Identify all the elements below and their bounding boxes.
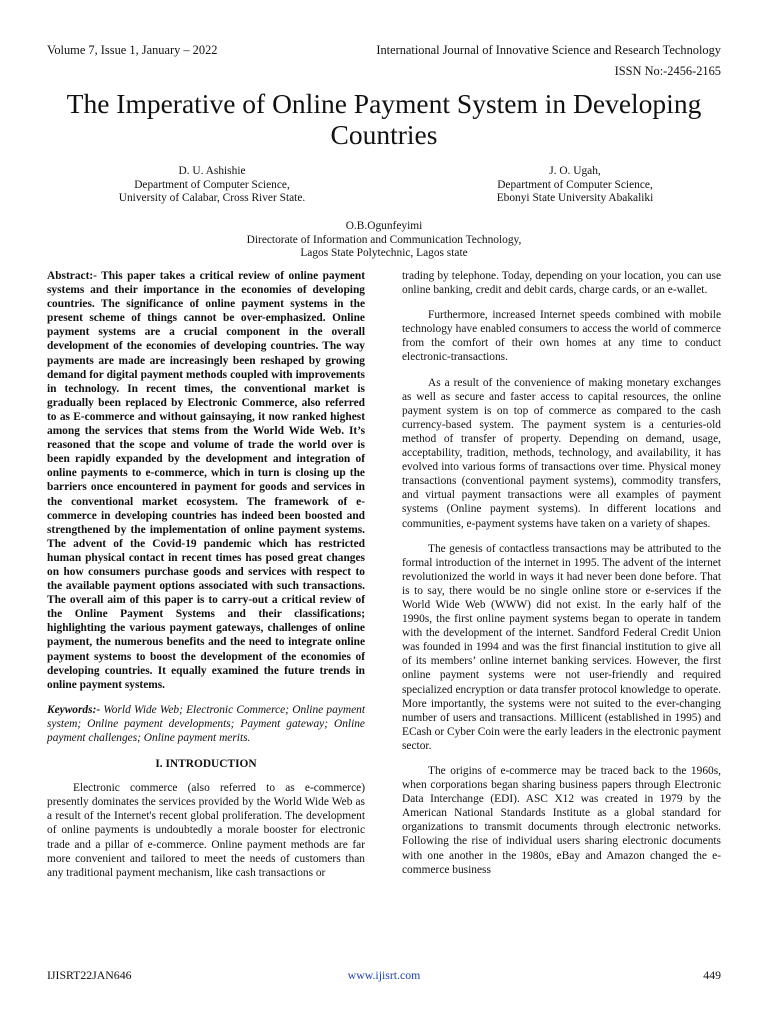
issn-number: ISSN No:-2456-2165 — [614, 64, 721, 78]
author-department: Department of Computer Science, — [497, 178, 653, 191]
body-paragraph: The genesis of contactless transactions may be attributed to the formal introduction of the internet in 1995. The advent of the internet revolutionized the world in ways it had never been done before. That is to say, there would be no single online store or e-services if the World Wide Web (WWW) did not exist. In the early half of the 1990s, the first online payment systems began to operate in tandem with the development of the internet. Sandford Federal Credit Union was founded in 1994 and was the first financial institution to give all of its members’ online internet banking services. However, the first online payment systems were not user-friendly and required specialized encryption or data transfer protocol knowledge to operate. More importantly, the systems were not suited to the ever-changing number of users and transactions. Millicent (established in 1995) and ECash or Cyber Coin were the early leaders in the electronic payment sector. — [402, 542, 721, 752]
page-number: 449 — [703, 968, 721, 982]
footer-paper-id: IJISRT22JAN646 — [47, 968, 132, 982]
body-paragraph: trading by telephone. Today, depending on your location, you can use online banking, credit and debit cards, charge cards, or an e-wallet. — [402, 270, 721, 297]
author-institution: University of Calabar, Cross River State. — [118, 192, 306, 205]
keywords-label: Keywords:- — [47, 703, 101, 716]
author-department: Directorate of Information and Communication Technology, — [246, 233, 522, 246]
left-column — [47, 269, 365, 880]
author-block-2 — [430, 165, 720, 206]
intro-paragraph: Electronic commerce (also referred to as e-commerce) presently dominates the services provided by the World Wide Web as a result of the Internet's recent global proliferation. The development of online payments is undoubtedly a morale booster for electronic trade and a pillar of e-commerce. Online payment methods are far more convenient and tailored to meet the needs of customers than any traditional payment mechanism, like cash transactions or — [47, 782, 365, 879]
journal-name: International Journal of Innovative Science and Research Technology — [376, 43, 721, 57]
author-block-1 — [72, 165, 352, 206]
body-paragraph: Furthermore, increased Internet speeds combined with mobile technology have enabled consumers to access the world of commerce from the comfort of their own homes at any time to conduct electronic-transactions. — [402, 309, 721, 364]
author-institution: Ebonyi State University Abakaliki — [496, 192, 654, 205]
volume-issue: Volume 7, Issue 1, January – 2022 — [47, 43, 218, 57]
author-name: D. U. Ashishie — [178, 165, 246, 177]
body-paragraph: The origins of e-commerce may be traced back to the 1960s, when corporations began sharing business papers through Electronic Data Interchange (EDI). ASC X12 was created in 1979 by the American National Standards Institute as a global standard for organizations to transmit documents through electronic networks. Following the rise of individual users sharing electronic documents with one another in the 1980s, eBay and Amazon changed the e-commerce business — [402, 765, 721, 876]
footer-journal-url[interactable]: www.ijisrt.com — [347, 968, 421, 982]
paper-title: The Imperative of Online Payment System in Developing Countries — [66, 88, 702, 150]
author-institution: Lagos State Polytechnic, Lagos state — [300, 247, 468, 260]
body-paragraph: As a result of the convenience of making monetary exchanges as well as secure and faster access to capital resources, the online payment system is on top of commerce as compared to the cash currency-based system. The payment system is a centuries-old method of transfer of property. Depending on demand, usage, acceptability, tradition, methods, technology, and availability, it has evolved into various forms of transactions over time. Physical money transactions (conventional payment systems), commodity transfers, and virtual payment transactions were all examples of payment systems (Online payment systems). In different locations and communities, e-payment systems have taken on a variety of shapes. — [402, 376, 721, 530]
author-name: J. O. Ugah, — [549, 165, 601, 177]
keywords-text: World Wide Web; Electronic Commerce; Online payment system; Online payment developments; Payment gateway; Online payment challenges; Online payment merits. — [47, 703, 365, 744]
right-column — [402, 269, 721, 877]
keywords-paragraph — [47, 703, 365, 745]
author-department: Department of Computer Science, — [134, 178, 290, 191]
author-name: O.B.Ogunfeyimi — [345, 220, 423, 232]
abstract-paragraph: Abstract:- This paper takes a critical review of online payment systems and their importance in the economies of developing countries. The significance of online payment systems in the present scheme of things cannot be over-emphasized. Online payment systems are a crucial component in the overall development of the economies of developing countries. The way payments are made are increasingly been reshaped by growing demand for digital payment methods coupled with improvements in technology. In recent times, the conventional market is gradually been replaced by Electronic Commerce, also referred to as E-commerce and without gainsaying, it now ranked highest among the services that stems from the World Wide Web. It’s reasoned that the scope and volume of trade the world over is been rapidly expanded by the development and integration of online payments to e-commerce, which in turn is closing up the barriers once encountered in payment for goods and services in the conventional market ecosystem. The framework of e-commerce in developing countries has indeed been boosted and strengthened by the implementation of online payment systems. The advent of the Covid-19 pandemic which has restricted human physical contact in recent times has posed great changes on how consumers purchase goods and services with respect to the available payment options associated with such transactions. The overall aim of this paper is to carry-out a critical review of the Online Payment Systems and their classifications; highlighting the various payment gateways, challenges of online payment, the numerous benefits and the need to integrate online payment systems to boost the development of the economies of developing countries. It equally examined the future trends in online payment systems. — [47, 270, 365, 691]
author-block-3 — [184, 220, 584, 261]
section-heading-introduction: I. INTRODUCTION — [155, 758, 257, 771]
